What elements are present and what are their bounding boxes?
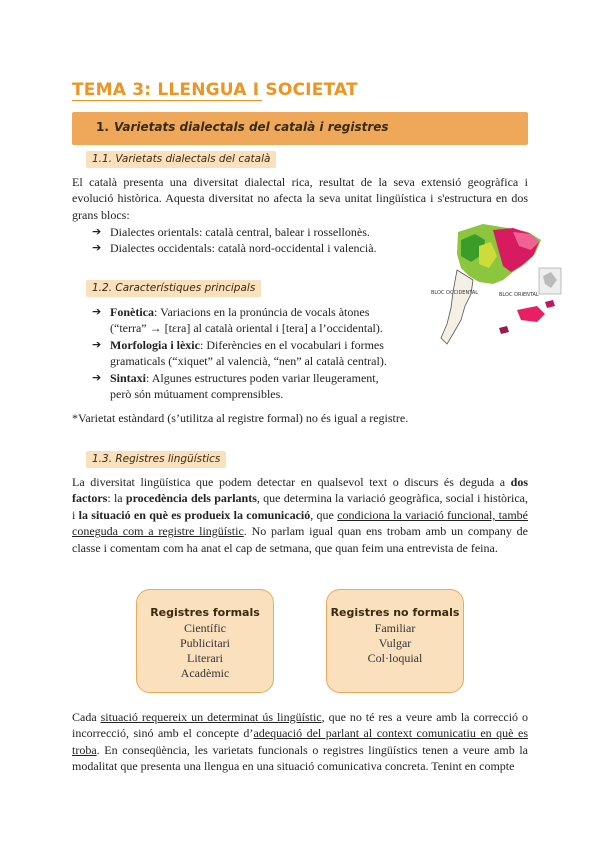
list-item: ➔ Fonètica: Variacions en la pronúncia de vocals àtones (“terra” → [tɛra] al català oriental i [tera] a l’occidental). — [92, 305, 383, 336]
box-item: Vulgar — [378, 636, 412, 650]
page-title: TEMA 3: LLENGUA I SOCIETAT — [72, 80, 358, 100]
paragraph-text: El català presenta una diversitat dialectal rica, resultat de la seva extensió geogràfica i evolució històrica. Aquesta diversitat no afecta la seva unitat lingüística i s'estructura en dos grans blocs: — [72, 175, 528, 222]
map-island-mallorca — [517, 306, 545, 322]
arrow-icon: ➔ — [92, 337, 102, 351]
box-title: Registres no formals — [330, 606, 460, 619]
box-item: Familiar — [374, 621, 416, 635]
paragraph-1-3b: Cada situació requereix un determinat ús lingüístic, que no té res a veure amb la correcció o incorrecció, sinó amb el concepte d’adequació del parlant al context comunicatiu en què es troba. En conseqüència, les varietats funcionals o registres lingüístics tenen a veure amb la modalitat que presenta una llengua en una situació comunicativa concreta. Tenint en compte — [72, 710, 529, 774]
box-item: Col·loquial — [367, 651, 423, 665]
box-item: Acadèmic — [180, 666, 230, 680]
informal-registers-box — [326, 589, 464, 693]
list-item: ➔ Dialectes orientals: català central, balear i rossellonès. — [92, 225, 370, 239]
list-item: ➔ Dialectes occidentals: català nord-occidental i valencià. — [92, 241, 377, 256]
box-title: Registres formals — [150, 606, 260, 619]
formal-registers-box — [136, 589, 274, 693]
box-item: Científic — [184, 621, 226, 635]
subheading-1-3: 1.3. Registres lingüístics — [86, 451, 226, 468]
arrow-icon: ➔ — [92, 225, 102, 238]
dialect-list — [92, 224, 392, 257]
map-island-menorca — [545, 300, 555, 308]
arrow-icon: ➔ — [92, 241, 102, 255]
dialect-map-image — [413, 210, 563, 360]
title-underline — [72, 100, 262, 101]
map-label-east: BLOC ORIENTAL — [499, 292, 539, 298]
box-item: Literari — [187, 651, 223, 665]
arrow-icon: ➔ — [92, 305, 102, 318]
list-item: ➔ Sintaxi: Algunes estructures poden variar lleugerament, però són mútuament comprensibles. — [92, 370, 379, 402]
subheading-1-1: 1.1. Varietats dialectals del català — [86, 151, 276, 168]
section-number: 1. — [96, 120, 109, 134]
box-item: Publicitari — [180, 636, 230, 650]
list-item: ➔ Morfologia i lèxic: Diferències en el vocabulari i formes gramaticals (“xiquet” al valencià, “nen” al català central). — [92, 337, 387, 369]
map-island-eivissa — [499, 326, 509, 334]
standard-variety-note: *Varietat estàndard (s’utilitza al registre formal) no és igual a registre. — [72, 411, 409, 425]
section-label: Varietats dialectals del català i registres — [114, 120, 389, 134]
arrow-icon: ➔ — [92, 370, 102, 384]
paragraph-1-3a: La diversitat lingüística que podem detectar en qualsevol text o discurs és deguda a dos factors: la procedència dels parlants, que determina la variació geogràfica, social i històrica, i la situació en què es produeix la comunicació, que condiciona la variació funcional, també coneguda com a registre lingüístic. No parlam igual quan ens trobam amb un company de classe i comentam com ha anat el cap de setmana, que quan feim una entrevista de feina. — [72, 475, 529, 555]
subheading-1-2: 1.2. Característiques principals — [86, 280, 261, 297]
map-label-west: BLOC OCCIDENTAL — [431, 290, 479, 296]
section-header — [72, 112, 528, 145]
map-region-valencia — [441, 270, 473, 344]
characteristics-list — [92, 304, 398, 402]
